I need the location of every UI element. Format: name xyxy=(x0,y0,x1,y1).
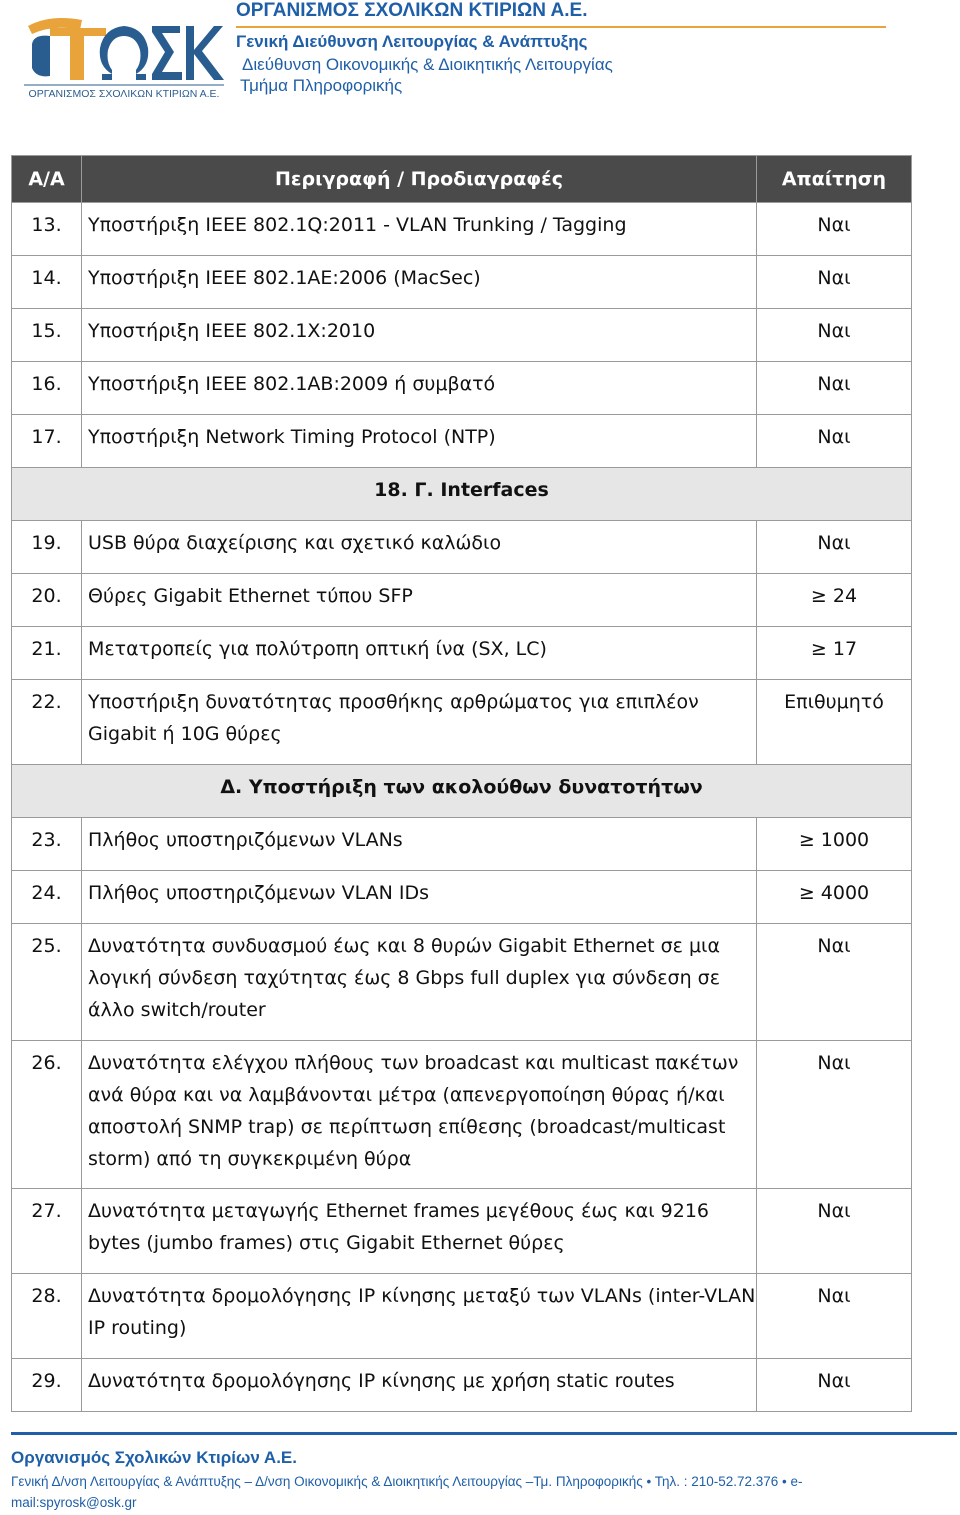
row-number: 20. xyxy=(12,574,82,627)
row-number: 14. xyxy=(12,256,82,309)
section-title: 18. Γ. Interfaces xyxy=(12,468,912,521)
row-number: 27. xyxy=(12,1189,82,1274)
table-row xyxy=(12,1189,912,1274)
row-description: Πλήθος υποστηριζόμενων VLANs xyxy=(82,818,757,871)
row-requirement: Ναι xyxy=(757,362,912,415)
footer-divider xyxy=(11,1432,957,1435)
row-number: 25. xyxy=(12,924,82,1041)
row-requirement: Επιθυμητό xyxy=(757,680,912,765)
table-header-row xyxy=(12,156,912,203)
row-number: 28. xyxy=(12,1274,82,1359)
header-description: Περιγραφή / Προδιαγραφές xyxy=(82,156,757,203)
row-number: 17. xyxy=(12,415,82,468)
row-requirement: ≥ 17 xyxy=(757,627,912,680)
row-description: Υποστήριξη Network Timing Protocol (NTP) xyxy=(82,415,757,468)
row-description: Υποστήριξη IEEE 802.1AB:2009 ή συμβατό xyxy=(82,362,757,415)
row-requirement: Ναι xyxy=(757,1359,912,1412)
row-requirement: Ναι xyxy=(757,1274,912,1359)
row-requirement: ≥ 4000 xyxy=(757,871,912,924)
general-directorate: Γενική Διεύθυνση Λειτουργίας & Ανάπτυξης xyxy=(236,32,588,51)
row-description: Δυνατότητα μεταγωγής Ethernet frames μεγέθους έως και 9216 bytes (jumbo frames) στις Gigabit Ethernet θύρες xyxy=(82,1189,757,1274)
row-description: Πλήθος υποστηριζόμενων VLAN IDs xyxy=(82,871,757,924)
row-requirement: Ναι xyxy=(757,924,912,1041)
table-row xyxy=(12,521,912,574)
row-number: 21. xyxy=(12,627,82,680)
logo-caption: ΟΡΓΑΝΙΣΜΟΣ ΣΧΟΛΙΚΩΝ ΚΤΙΡΙΩΝ Α.Ε. xyxy=(28,88,220,100)
row-description: Υποστήριξη IEEE 802.1AE:2006 (MacSec) xyxy=(82,256,757,309)
row-description: Δυνατότητα δρομολόγησης IP κίνησης με χρήση static routes xyxy=(82,1359,757,1412)
org-title: ΟΡΓΑΝΙΣΜΟΣ ΣΧΟΛΙΚΩΝ ΚΤΙΡΙΩΝ Α.Ε. xyxy=(236,0,588,21)
row-description: USB θύρα διαχείρισης και σχετικό καλώδιο xyxy=(82,521,757,574)
footer-org: Οργανισμός Σχολικών Κτιρίων Α.Ε. xyxy=(11,1448,297,1467)
row-requirement: Ναι xyxy=(757,203,912,256)
table-row xyxy=(12,818,912,871)
footer-email: mail:spyrosk@osk.gr xyxy=(11,1495,137,1510)
directorate: Διεύθυνση Οικονομικής & Διοικητικής Λειτουργίας xyxy=(242,55,613,74)
row-description: Υποστήριξη IEEE 802.1Q:2011 - VLAN Trunking / Tagging xyxy=(82,203,757,256)
table-row xyxy=(12,415,912,468)
section-row-interfaces xyxy=(12,468,912,521)
row-requirement: Ναι xyxy=(757,415,912,468)
row-description: Υποστήριξη δυνατότητας προσθήκης αρθρώματος για επιπλέον Gigabit ή 10G θύρες xyxy=(82,680,757,765)
row-requirement: ≥ 24 xyxy=(757,574,912,627)
table-row xyxy=(12,203,912,256)
row-description: Μετατροπείς για πολύτροπη οπτική ίνα (SX, LC) xyxy=(82,627,757,680)
page-header xyxy=(0,0,960,110)
table-row xyxy=(12,1041,912,1189)
specifications-table xyxy=(11,155,912,1412)
table-row xyxy=(12,924,912,1041)
header-requirement: Απαίτηση xyxy=(757,156,912,203)
row-requirement: ≥ 1000 xyxy=(757,818,912,871)
row-description: Υποστήριξη IEEE 802.1X:2010 xyxy=(82,309,757,362)
header-aa: Α/Α xyxy=(12,156,82,203)
table-row xyxy=(12,1359,912,1412)
row-number: 29. xyxy=(12,1359,82,1412)
row-description: Δυνατότητα συνδυασμού έως και 8 θυρών Gigabit Ethernet σε μια λογική σύνδεση ταχύτητας έως 8 Gbps full duplex για σύνδεση σε άλλο switch/router xyxy=(82,924,757,1041)
osk-logo xyxy=(20,6,225,100)
row-requirement: Ναι xyxy=(757,309,912,362)
row-description: Δυνατότητα δρομολόγησης IP κίνησης μεταξύ των VLANs (inter-VLAN IP routing) xyxy=(82,1274,757,1359)
row-number: 19. xyxy=(12,521,82,574)
header-divider xyxy=(236,26,886,28)
table-row xyxy=(12,574,912,627)
row-description: Δυνατότητα ελέγχου πλήθους των broadcast και multicast πακέτων ανά θύρα και να λαμβάνονται μέτρα (απενεργοποίηση θύρας ή/και αποστολή SNMP trap) σε περίπτωση επίθεσης (broadcast/multicast storm) από τη συγκεκριμένη θύρα xyxy=(82,1041,757,1189)
row-number: 15. xyxy=(12,309,82,362)
row-requirement: Ναι xyxy=(757,521,912,574)
table-row xyxy=(12,680,912,765)
section-row-capabilities xyxy=(12,765,912,818)
footer-contact-line: Γενική Δ/νση Λειτουργίας & Ανάπτυξης – Δ/νση Οικονομικής & Διοικητικής Λειτουργίας –Τμ. Πληροφορικής • Τηλ. : 210-52.72.376 • e- xyxy=(11,1474,803,1489)
row-requirement: Ναι xyxy=(757,1189,912,1274)
table-row xyxy=(12,362,912,415)
row-number: 23. xyxy=(12,818,82,871)
department: Τμήμα Πληροφορικής xyxy=(240,76,403,95)
row-number: 24. xyxy=(12,871,82,924)
table-row xyxy=(12,871,912,924)
row-number: 16. xyxy=(12,362,82,415)
row-number: 22. xyxy=(12,680,82,765)
table-row xyxy=(12,256,912,309)
row-requirement: Ναι xyxy=(757,1041,912,1189)
table-row xyxy=(12,627,912,680)
section-title: Δ. Υποστήριξη των ακολούθων δυνατοτήτων xyxy=(12,765,912,818)
row-requirement: Ναι xyxy=(757,256,912,309)
row-number: 26. xyxy=(12,1041,82,1189)
row-number: 13. xyxy=(12,203,82,256)
table-row xyxy=(12,309,912,362)
table-row xyxy=(12,1274,912,1359)
row-description: Θύρες Gigabit Ethernet τύπου SFP xyxy=(82,574,757,627)
